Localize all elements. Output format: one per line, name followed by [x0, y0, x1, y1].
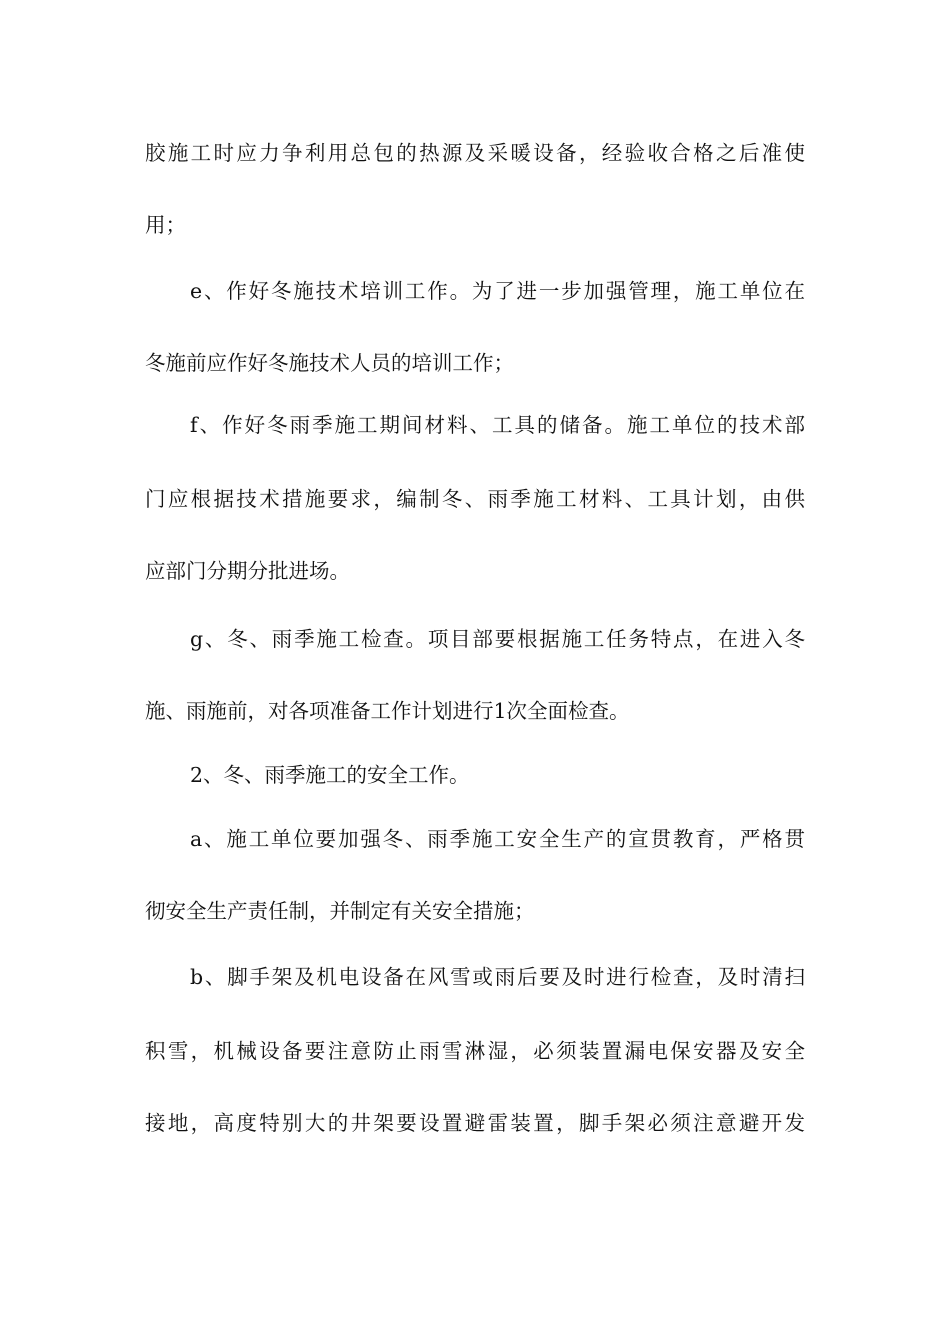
- text-line: 用；: [145, 213, 186, 237]
- text-line: 接地，高度特别大的井架要设置避雷装置，脚手架必须注意避开发: [145, 1111, 805, 1135]
- text-line: f、作好冬雨季施工期间材料、工具的储备。施工单位的技术部: [190, 413, 805, 437]
- text-line: 门应根据技术措施要求，编制冬、雨季施工材料、工具计划，由供: [145, 487, 805, 511]
- text-line: 积雪，机械设备要注意防止雨雪淋湿，必须装置漏电保安器及安全: [145, 1039, 805, 1063]
- text-line: 冬施前应作好冬施技术人员的培训工作；: [145, 351, 514, 375]
- text-line: g、冬、雨季施工检查。项目部要根据施工任务特点，在进入冬: [190, 627, 805, 651]
- text-line: 彻安全生产责任制，并制定有关安全措施；: [145, 899, 535, 923]
- text-line: 胶施工时应力争利用总包的热源及采暖设备，经验收合格之后准使: [145, 141, 805, 165]
- text-line: 2、冬、雨季施工的安全工作。: [190, 763, 470, 787]
- text-line: 应部门分期分批进场。: [145, 559, 350, 583]
- text-line: b、脚手架及机电设备在风雪或雨后要及时进行检查，及时清扫: [190, 965, 805, 989]
- text-line: 施、雨施前，对各项准备工作计划进行1次全面检查。: [145, 699, 630, 723]
- text-line: a、施工单位要加强冬、雨季施工安全生产的宣贯教育，严格贯: [190, 827, 805, 851]
- text-line: e、作好冬施技术培训工作。为了进一步加强管理，施工单位在: [190, 279, 805, 303]
